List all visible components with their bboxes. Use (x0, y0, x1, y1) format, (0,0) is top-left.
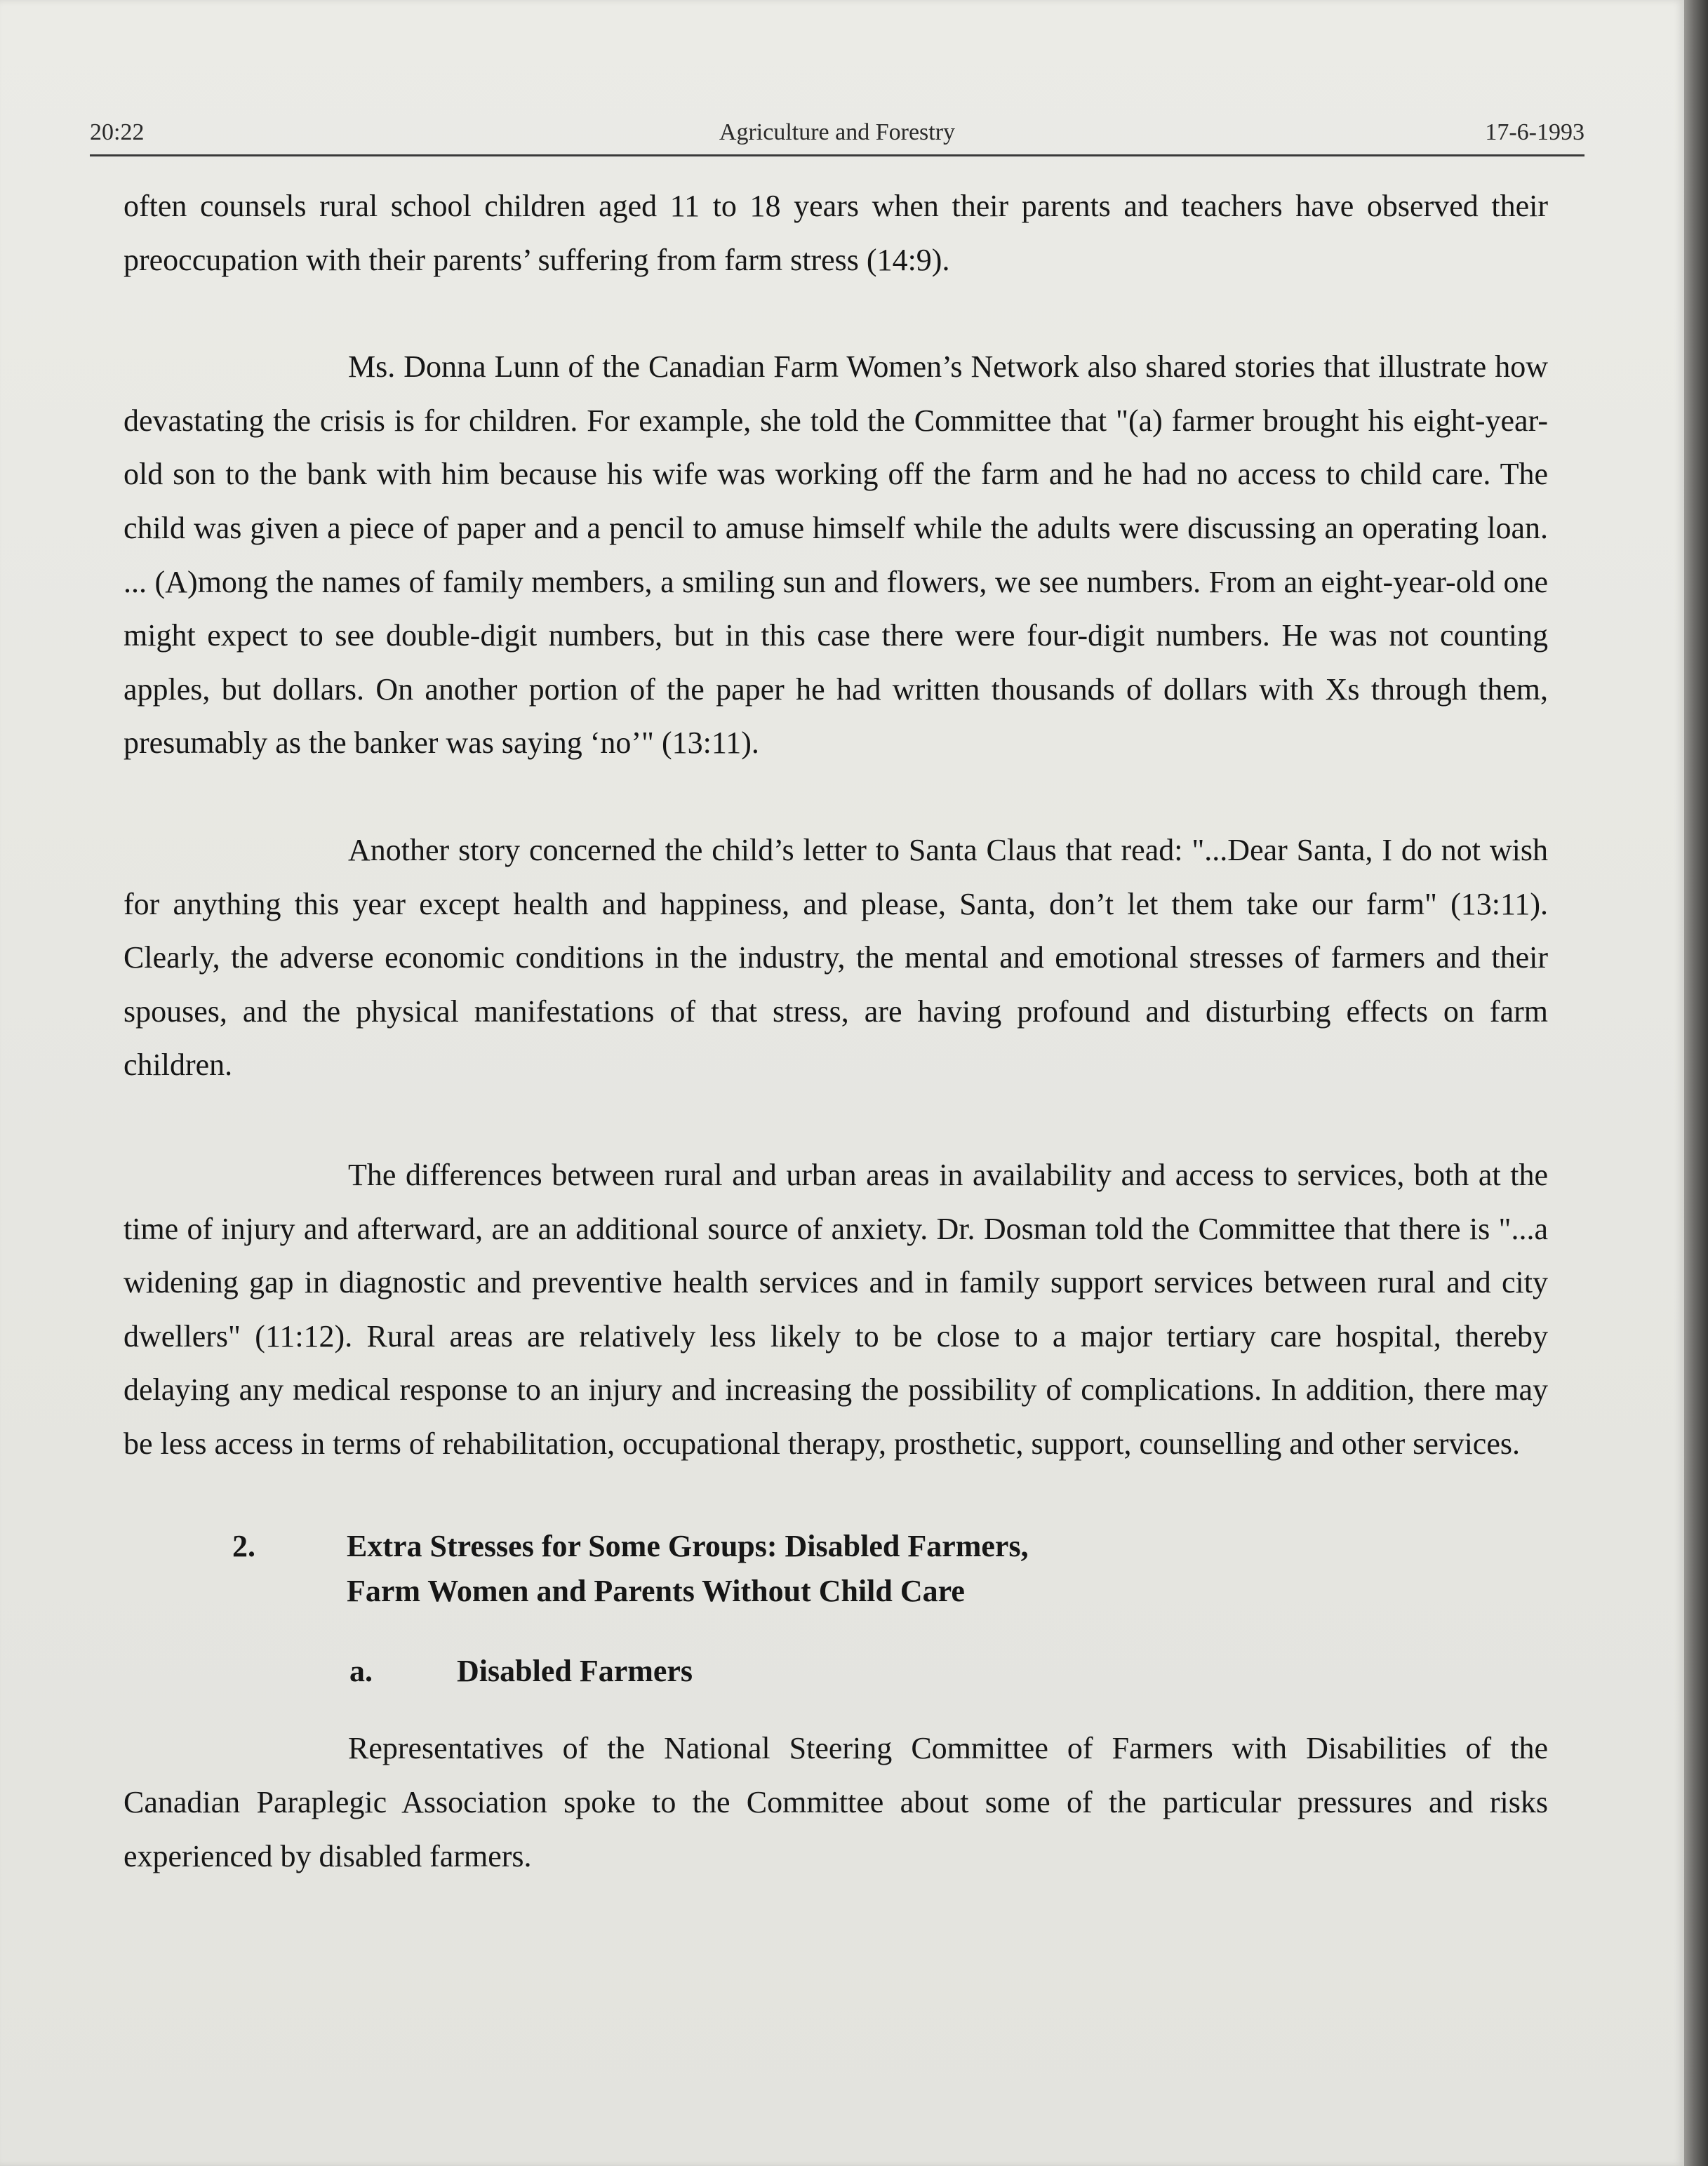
page-header (90, 115, 1584, 150)
paragraph-1: often counsels rural school children aged 11 to 18 years when their parents and teachers have observed their preoccupation with their parents’ suffering from farm stress (14:9). (124, 189, 1548, 277)
subsection-heading-a (124, 1649, 1548, 1694)
section-title-line-2: Farm Women and Parents Without Child Care (347, 1574, 965, 1609)
paragraph-3: Another story concerned the child’s letter to Santa Claus that read: "...Dear Santa, I do not wish for anything this year except health and happiness, and please, Santa, don’t let them take our farm" (13:11). Clearly, the adverse economic conditions in the industry, the mental and emotional stresses of farmers and their spouses, and the physical manifestations of that stress, are having profound and disturbing effects on farm children. (124, 832, 1548, 1083)
header-date: 17-6-1993 (1485, 119, 1584, 145)
body-text (124, 180, 1548, 1883)
subsection-title: Disabled Farmers (457, 1654, 693, 1689)
section-title-line-1: Extra Stresses for Some Groups: Disabled Farmers, (347, 1529, 1029, 1564)
paragraph-4: The differences between rural and urban areas in availability and access to services, both at the time of injury and afterward, are an additional source of anxiety. Dr. Dosman told the Committee that there is "...a widening gap in diagnostic and preventive health services and in family support services between rural and city dwellers" (11:12). Rural areas are relatively less likely to be close to a major tertiary care hospital, thereby delaying any medical response to an injury and increasing the possibility of complications. In addition, there may be less access in terms of rehabilitation, occupational therapy, prosthetic, support, counselling and other services. (124, 1157, 1548, 1461)
paragraph-2: Ms. Donna Lunn of the Canadian Farm Women’s Network also shared stories that illustrate how devastating the crisis is for children. For example, she told the Committee that "(a) farmer brought his eight-year-old son to the bank with him because his wife was working off the farm and he had no access to child care. The child was given a piece of paper and a pencil to amuse himself while the adults were discussing an operating loan. ... (A)mong the names of family members, a smiling sun and flowers, we see numbers. From an eight-year-old one might expect to see double-digit numbers, but in this case there were four-digit numbers. He was not counting apples, but dollars. On another portion of the paper he had written thousands of dollars with Xs through them, presumably as the banker was saying ‘no’" (13:11). (124, 349, 1548, 761)
paragraph-5: Representatives of the National Steering Committee of Farmers with Disabilities of the Canadian Paraplegic Association spoke to the Committee about some of the particular pressures and risks experienced by disabled farmers. (124, 1731, 1548, 1873)
page-edge-shadow (1684, 0, 1708, 2166)
section-heading-2 (124, 1524, 1548, 1614)
header-title: Agriculture and Forestry (719, 119, 956, 145)
header-rule (90, 154, 1584, 156)
header-page-ref: 20:22 (90, 119, 145, 145)
section-number: 2. (232, 1529, 255, 1564)
subsection-letter: a. (349, 1654, 373, 1689)
